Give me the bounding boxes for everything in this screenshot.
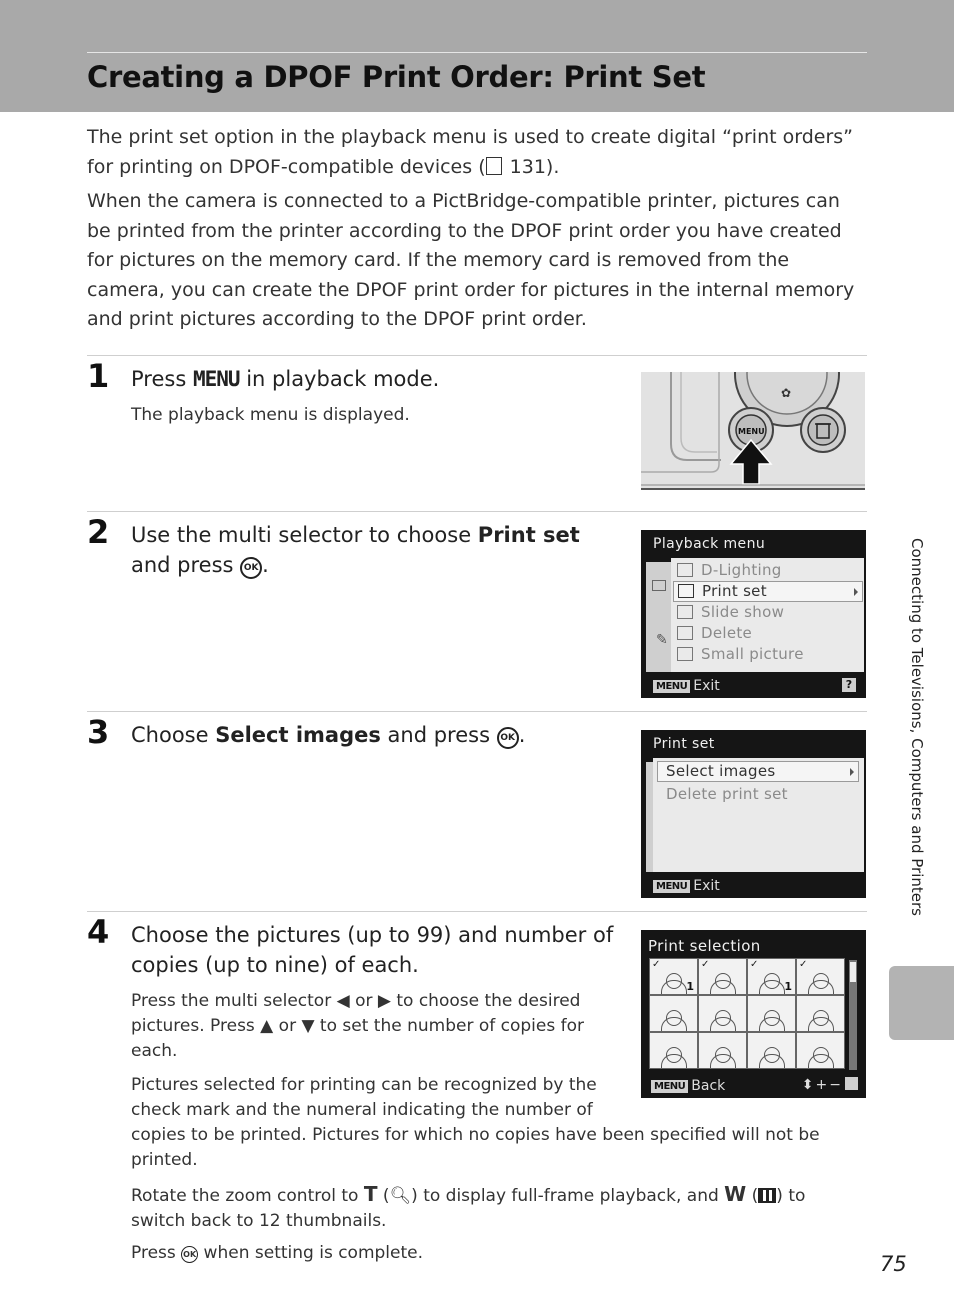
screen-footer: MENU Exit bbox=[653, 678, 720, 694]
chapter-tab bbox=[889, 966, 954, 1040]
print-selection-screen bbox=[641, 930, 866, 1098]
copy-count: 1 bbox=[784, 980, 792, 993]
step-title: Choose Select images and press OK . bbox=[131, 723, 526, 747]
step-body-4: Press OK when setting is complete. bbox=[131, 1243, 424, 1263]
trash-icon bbox=[677, 626, 693, 640]
book-reference-icon bbox=[486, 157, 502, 175]
header-band bbox=[0, 0, 954, 112]
person-body-icon bbox=[808, 1054, 834, 1068]
step-divider bbox=[87, 911, 867, 912]
screen-footer: MENU Exit bbox=[653, 878, 720, 894]
zoom-in-icon: 🔍︎ bbox=[389, 1186, 412, 1206]
step-divider bbox=[87, 511, 867, 512]
person-body-icon bbox=[661, 1017, 687, 1031]
step-number: 2 bbox=[87, 513, 110, 551]
chevron-right-icon bbox=[854, 588, 858, 596]
person-body-icon bbox=[759, 1054, 785, 1068]
menu-item-small-picture[interactable]: Small picture bbox=[673, 644, 863, 665]
step-number: 3 bbox=[87, 713, 110, 751]
step-body-3: Rotate the zoom control to T (🔍︎) to display full-frame playback, and W ( ) to switch back to 12 thumbnails. bbox=[131, 1182, 806, 1231]
page-number: 75 bbox=[880, 1252, 907, 1276]
step-title: Use the multi selector to choose Print set and press OK . bbox=[131, 523, 580, 577]
menu-side-strip bbox=[646, 762, 653, 872]
thumbnail[interactable] bbox=[747, 1032, 796, 1069]
ok-button-icon: OK bbox=[181, 1246, 198, 1263]
person-body-icon bbox=[710, 1017, 736, 1031]
camera-back-photo bbox=[641, 372, 865, 490]
person-body-icon bbox=[808, 1017, 834, 1031]
step-body: The playback menu is displayed. bbox=[131, 405, 410, 425]
step-number: 4 bbox=[87, 913, 110, 951]
check-mark-icon: ✓ bbox=[750, 959, 759, 970]
step-divider bbox=[87, 355, 867, 356]
person-body-icon bbox=[759, 980, 785, 994]
playback-tab-icon bbox=[652, 580, 666, 591]
copies-adjust-icons: ⬍+− bbox=[802, 1077, 858, 1093]
step-body-2a: Pictures selected for printing can be recognized by the check mark and the numeral indicating the number of bbox=[131, 1075, 597, 1120]
small-picture-icon bbox=[677, 647, 693, 661]
printer-icon bbox=[678, 584, 694, 598]
person-body-icon bbox=[661, 980, 687, 994]
ok-button-icon: OK bbox=[497, 727, 519, 749]
thumbnail[interactable] bbox=[698, 995, 747, 1032]
scrollbar[interactable] bbox=[849, 960, 857, 1070]
zoom-icon bbox=[845, 1077, 858, 1090]
menu-badge-icon: MENU bbox=[653, 880, 690, 893]
step-body-2b: copies to be printed. Pictures for which no copies have been specified will not be printed. bbox=[131, 1125, 820, 1170]
screen-title: Print selection bbox=[648, 937, 761, 955]
menu-item-select-images[interactable]: Select images bbox=[657, 761, 859, 782]
chevron-right-icon bbox=[850, 768, 854, 776]
person-body-icon bbox=[808, 980, 834, 994]
screen-footer: MENU Back bbox=[651, 1078, 725, 1094]
svg-text:✿: ✿ bbox=[781, 386, 792, 400]
ok-button-icon: OK bbox=[240, 557, 262, 579]
thumbnail-grid-icon bbox=[758, 1188, 776, 1203]
thumbnail[interactable] bbox=[649, 1032, 698, 1069]
thumbnail[interactable] bbox=[796, 1032, 845, 1069]
menu-item-slide-show[interactable]: Slide show bbox=[673, 602, 863, 623]
step-body-1: Press the multi selector ◀ or ▶ to choose the desired pictures. Press ▲ or ▼ to set the number of copies for each. bbox=[131, 991, 584, 1061]
menu-side-tabs bbox=[646, 562, 671, 672]
step-title: Press MENU in playback mode. bbox=[131, 367, 440, 391]
screen-title: Playback menu bbox=[653, 536, 766, 552]
thumbnail[interactable] bbox=[649, 958, 698, 995]
help-icon: ? bbox=[842, 678, 856, 692]
header-rule bbox=[87, 52, 867, 53]
d-lighting-icon bbox=[677, 563, 693, 577]
thumbnail[interactable] bbox=[698, 1032, 747, 1069]
menu-item-print-set[interactable]: Print set bbox=[673, 581, 863, 602]
check-mark-icon: ✓ bbox=[652, 959, 661, 970]
menu-item-d-lighting[interactable]: D-Lighting bbox=[673, 560, 863, 581]
svg-text:MENU: MENU bbox=[738, 427, 765, 436]
intro-paragraph-2: When the camera is connected to a PictBridge-compatible printer, pictures can be printed from the printer according to the DPOF print order you have created for pictures on the memory card. If the memory card is removed from the camera, you can create the DPOF print order for pictures in the internal memory and print pictures according to the DPOF print order. bbox=[87, 190, 855, 330]
person-body-icon bbox=[661, 1054, 687, 1068]
wrench-icon: ✎ bbox=[656, 632, 668, 648]
copy-count: 1 bbox=[686, 980, 694, 993]
thumbnail[interactable] bbox=[796, 995, 845, 1032]
step-divider bbox=[87, 711, 867, 712]
screen-title: Print set bbox=[653, 736, 715, 752]
person-body-icon bbox=[710, 1054, 736, 1068]
thumbnail[interactable] bbox=[747, 958, 796, 995]
check-mark-icon: ✓ bbox=[701, 959, 710, 970]
thumbnail[interactable] bbox=[747, 995, 796, 1032]
thumbnail[interactable] bbox=[698, 958, 747, 995]
person-body-icon bbox=[759, 1017, 785, 1031]
menu-item-delete[interactable]: Delete bbox=[673, 623, 863, 644]
menu-badge-icon: MENU bbox=[653, 680, 690, 693]
print-set-screen bbox=[641, 730, 866, 898]
chapter-sidebar: Connecting to Televisions, Computers and Printers bbox=[908, 538, 926, 916]
thumbnail[interactable] bbox=[796, 958, 845, 995]
check-mark-icon: ✓ bbox=[799, 959, 808, 970]
menu-item-delete-print-set[interactable]: Delete print set bbox=[666, 785, 788, 803]
person-body-icon bbox=[710, 980, 736, 994]
slide-show-icon bbox=[677, 605, 693, 619]
intro-paragraph-1: The print set option in the playback menu is used to create digital “print orders” for printing on DPOF-compatible devices ( 131). bbox=[87, 126, 854, 178]
playback-menu-screen bbox=[641, 530, 866, 698]
step-number: 1 bbox=[87, 357, 110, 395]
step-title: Choose the pictures (up to 99) and number of copies (up to nine) of each. bbox=[131, 923, 614, 977]
scrollbar-thumb[interactable] bbox=[850, 962, 856, 982]
thumbnail[interactable] bbox=[649, 995, 698, 1032]
page-title: Creating a DPOF Print Order: Print Set bbox=[87, 60, 706, 94]
menu-badge-icon: MENU bbox=[651, 1080, 688, 1093]
menu-button-glyph: MENU bbox=[192, 367, 240, 391]
